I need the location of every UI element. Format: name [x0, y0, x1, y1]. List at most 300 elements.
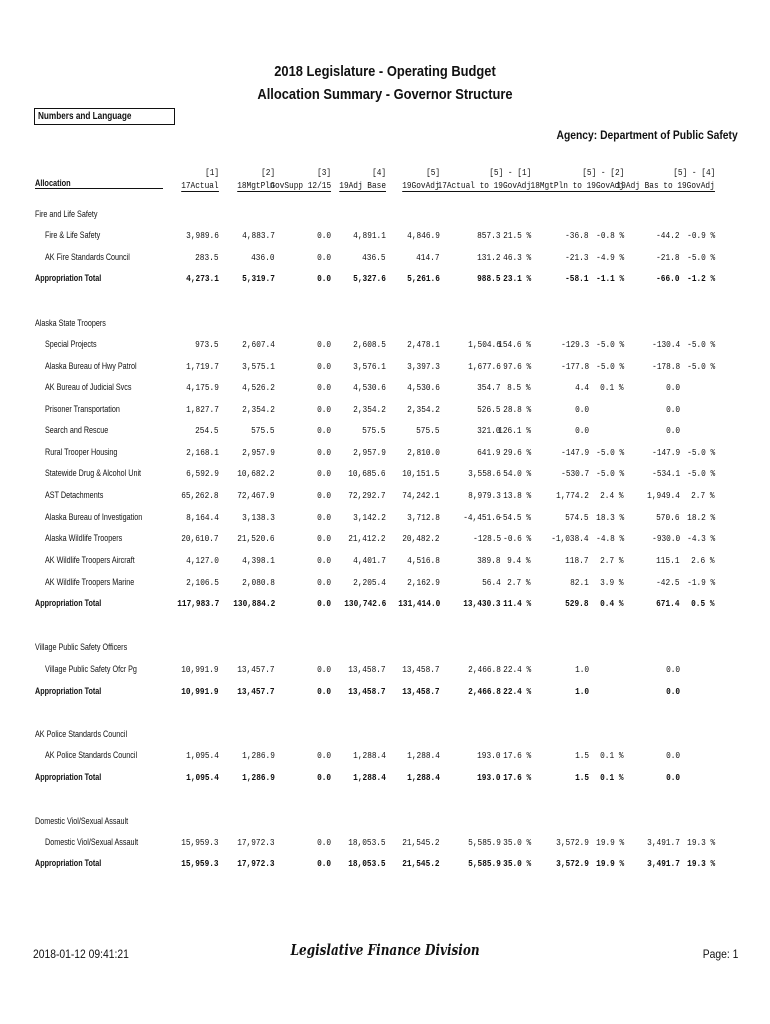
- row-label: Domestic Viol/Sexual Assault: [35, 816, 129, 826]
- footer-division: Legislative Finance Division: [290, 941, 480, 959]
- cell-value: -5.0 %: [595, 468, 624, 479]
- cell-value: 436.5: [362, 252, 386, 263]
- cell-value: 4,526.2: [242, 382, 275, 393]
- cell-value: -4,451.6: [463, 512, 501, 523]
- cell-value: -36.8: [565, 230, 589, 241]
- footer-page-number: Page: 1: [702, 947, 738, 961]
- cell-value: 3,397.3: [407, 361, 440, 372]
- cell-value: 21.5 %: [502, 230, 531, 241]
- cell-value: -534.1: [651, 468, 680, 479]
- cell-value: 10,682.2: [237, 468, 275, 479]
- cell-value: 3,989.6: [186, 230, 219, 241]
- cell-value: -129.3: [560, 339, 589, 350]
- table-row: [0, 577, 770, 591]
- cell-value: 2,478.1: [407, 339, 440, 350]
- cell-value: -58.1: [565, 273, 589, 284]
- row-label: Village Public Safety Officers: [35, 642, 128, 652]
- cell-value: 4,530.6: [407, 382, 440, 393]
- cell-value: 2,354.2: [407, 404, 440, 415]
- cell-value: 8,164.4: [186, 512, 219, 523]
- cell-value: 97.6 %: [502, 361, 531, 372]
- cell-value: 23.1 %: [502, 273, 531, 284]
- cell-value: -1.9 %: [686, 577, 715, 588]
- cell-value: -530.7: [560, 468, 589, 479]
- cell-value: 154.6 %: [498, 339, 531, 350]
- cell-value: 126.1 %: [498, 425, 531, 436]
- cell-value: 1,288.4: [353, 750, 386, 761]
- cell-value: -130.4: [651, 339, 680, 350]
- cell-value: 1,677.6: [468, 361, 501, 372]
- cell-value: 2.4 %: [600, 490, 624, 501]
- cell-value: 0.0: [665, 686, 680, 697]
- cell-value: 0.1 %: [600, 772, 624, 783]
- cell-value: -4.9 %: [595, 252, 624, 263]
- total-row: [0, 772, 770, 786]
- cell-value: 0.0: [316, 837, 331, 848]
- cell-value: -0.8 %: [595, 230, 624, 241]
- row-label: Rural Trooper Housing: [45, 447, 118, 457]
- cell-value: 3.9 %: [600, 577, 624, 588]
- cell-value: 17,972.3: [237, 858, 275, 869]
- cell-value: 1,286.9: [242, 772, 275, 783]
- cell-value: 131.2: [477, 252, 501, 263]
- cell-value: 1,288.4: [353, 772, 386, 783]
- table-row: [0, 252, 770, 266]
- cell-value: 283.5: [195, 252, 219, 263]
- cell-value: 3,575.1: [242, 361, 275, 372]
- cell-value: 354.7: [477, 382, 501, 393]
- cell-value: 2.7 %: [691, 490, 715, 501]
- cell-value: 0.0: [316, 361, 331, 372]
- cell-value: 5,261.6: [407, 273, 440, 284]
- agency-label: Agency: Department of Public Safety: [556, 128, 738, 142]
- row-label: Appropriation Total: [35, 772, 102, 782]
- cell-value: -128.5: [472, 533, 501, 544]
- cell-value: 4,175.9: [186, 382, 219, 393]
- column-header-index: [2]: [260, 167, 275, 178]
- row-label: AK Police Standards Council: [45, 750, 138, 760]
- cell-value: -178.8: [651, 361, 680, 372]
- row-label: Special Projects: [45, 339, 97, 349]
- cell-value: 19.3 %: [686, 837, 715, 848]
- cell-value: 20,482.2: [402, 533, 440, 544]
- row-label: Alaska Bureau of Investigation: [45, 512, 143, 522]
- column-header-name: 17Actual: [181, 180, 219, 191]
- cell-value: 193.0: [477, 772, 501, 783]
- cell-value: 130,742.6: [343, 598, 386, 609]
- cell-value: 0.5 %: [691, 598, 715, 609]
- cell-value: -44.2: [656, 230, 680, 241]
- cell-value: 13,430.3: [463, 598, 501, 609]
- cell-value: 29.6 %: [502, 447, 531, 458]
- cell-value: 21,520.6: [237, 533, 275, 544]
- total-row: [0, 686, 770, 700]
- cell-value: 13,458.7: [402, 686, 440, 697]
- cell-value: 115.1: [656, 555, 680, 566]
- row-label: Domestic Viol/Sexual Assault: [45, 837, 139, 847]
- cell-value: 2,205.4: [353, 577, 386, 588]
- cell-value: 1,288.4: [407, 750, 440, 761]
- cell-value: 0.0: [316, 252, 331, 263]
- cell-value: 118.7: [565, 555, 589, 566]
- cell-value: 17,972.3: [237, 837, 275, 848]
- cell-value: 3,142.2: [353, 512, 386, 523]
- cell-value: 35.0 %: [502, 858, 531, 869]
- cell-value: 0.0: [316, 404, 331, 415]
- cell-value: 2,957.9: [242, 447, 275, 458]
- cell-value: 1,095.4: [186, 772, 219, 783]
- cell-value: 0.1 %: [600, 382, 624, 393]
- cell-value: -147.9: [651, 447, 680, 458]
- cell-value: -930.0: [651, 533, 680, 544]
- table-row: [0, 468, 770, 482]
- table-row: [0, 512, 770, 526]
- row-label: Appropriation Total: [35, 273, 102, 283]
- cell-value: 6,592.9: [186, 468, 219, 479]
- cell-value: 1.5: [574, 750, 589, 761]
- cell-value: 17.6 %: [502, 750, 531, 761]
- cell-value: 10,151.5: [402, 468, 440, 479]
- cell-value: 82.1: [570, 577, 589, 588]
- column-header-name: 19GovAdj: [402, 180, 440, 191]
- cell-value: -1.2 %: [686, 273, 715, 284]
- cell-value: 5,327.6: [353, 273, 386, 284]
- cell-value: -5.0 %: [595, 447, 624, 458]
- row-label: Fire & Life Safety: [45, 230, 101, 240]
- cell-value: 414.7: [416, 252, 440, 263]
- cell-value: 0.0: [665, 664, 680, 675]
- cell-value: 0.0: [316, 664, 331, 675]
- cell-value: 0.0: [316, 382, 331, 393]
- cell-value: 973.5: [195, 339, 219, 350]
- cell-value: 17.6 %: [502, 772, 531, 783]
- cell-value: -5.0 %: [686, 339, 715, 350]
- table-row: [0, 230, 770, 244]
- section-header: [0, 816, 770, 830]
- section-header: [0, 318, 770, 332]
- row-label: Search and Rescue: [45, 425, 109, 435]
- cell-value: 389.8: [477, 555, 501, 566]
- column-header-index: [3]: [316, 167, 331, 178]
- cell-value: 1.0: [574, 664, 589, 675]
- row-label: AST Detachments: [45, 490, 104, 500]
- cell-value: 0.0: [316, 339, 331, 350]
- table-row: [0, 750, 770, 764]
- cell-value: 10,685.6: [348, 468, 386, 479]
- cell-value: 2,607.4: [242, 339, 275, 350]
- cell-value: 0.0: [316, 577, 331, 588]
- cell-value: -5.0 %: [595, 361, 624, 372]
- cell-value: 2,080.8: [242, 577, 275, 588]
- cell-value: 1,504.6: [468, 339, 501, 350]
- cell-value: 2,354.2: [242, 404, 275, 415]
- cell-value: 0.0: [574, 404, 589, 415]
- cell-value: 4,398.1: [242, 555, 275, 566]
- cell-value: 2,608.5: [353, 339, 386, 350]
- cell-value: 4,530.6: [353, 382, 386, 393]
- row-label: AK Bureau of Judicial Svcs: [45, 382, 132, 392]
- cell-value: 28.8 %: [502, 404, 531, 415]
- cell-value: 18,053.5: [348, 858, 386, 869]
- cell-value: 0.0: [316, 598, 331, 609]
- cell-value: 321.0: [477, 425, 501, 436]
- cell-value: 0.0: [665, 404, 680, 415]
- column-header-index: [5] - [1]: [488, 167, 531, 178]
- table-row: [0, 447, 770, 461]
- table-row: [0, 533, 770, 547]
- cell-value: 0.0: [316, 230, 331, 241]
- cell-value: 0.0: [316, 750, 331, 761]
- section-header: [0, 729, 770, 743]
- row-label: Appropriation Total: [35, 686, 102, 696]
- row-label: Appropriation Total: [35, 858, 102, 868]
- cell-value: -4.3 %: [686, 533, 715, 544]
- cell-value: 22.4 %: [502, 664, 531, 675]
- total-row: [0, 273, 770, 287]
- cell-value: 0.0: [316, 686, 331, 697]
- cell-value: 18,053.5: [348, 837, 386, 848]
- row-label: AK Wildlife Troopers Aircraft: [45, 555, 135, 565]
- row-label: Fire and Life Safety: [35, 209, 98, 219]
- row-label: AK Fire Standards Council: [45, 252, 130, 262]
- cell-value: 671.4: [656, 598, 680, 609]
- cell-value: 2.7 %: [507, 577, 531, 588]
- cell-value: 1,827.7: [186, 404, 219, 415]
- cell-value: 0.0: [316, 490, 331, 501]
- cell-value: 15,959.3: [181, 858, 219, 869]
- cell-value: 0.0: [665, 772, 680, 783]
- cell-value: 526.5: [477, 404, 501, 415]
- column-header-name: GovSupp 12/15: [270, 180, 331, 191]
- cell-value: 570.6: [656, 512, 680, 523]
- row-label: Alaska Wildlife Troopers: [45, 533, 123, 543]
- cell-value: 529.8: [565, 598, 589, 609]
- table-row: [0, 361, 770, 375]
- cell-value: -21.8: [656, 252, 680, 263]
- cell-value: 18.3 %: [595, 512, 624, 523]
- cell-value: 1,095.4: [186, 750, 219, 761]
- cell-value: 4,846.9: [407, 230, 440, 241]
- cell-value: 3,138.3: [242, 512, 275, 523]
- cell-value: 4,891.1: [353, 230, 386, 241]
- cell-value: 35.0 %: [502, 837, 531, 848]
- table-row: [0, 404, 770, 418]
- cell-value: -0.6 %: [502, 533, 531, 544]
- cell-value: 4,883.7: [242, 230, 275, 241]
- cell-value: 2.7 %: [600, 555, 624, 566]
- cell-value: 13,458.7: [348, 686, 386, 697]
- cell-value: 0.4 %: [600, 598, 624, 609]
- cell-value: 857.3: [477, 230, 501, 241]
- column-header-index: [4]: [371, 167, 386, 178]
- row-label: Alaska State Troopers: [35, 318, 106, 328]
- cell-value: 1,286.9: [242, 750, 275, 761]
- cell-value: 574.5: [565, 512, 589, 523]
- numbers-and-language-box: [34, 108, 175, 125]
- cell-value: 3,572.9: [556, 858, 589, 869]
- cell-value: -5.0 %: [686, 468, 715, 479]
- cell-value: 20,610.7: [181, 533, 219, 544]
- cell-value: 254.5: [195, 425, 219, 436]
- cell-value: 436.0: [251, 252, 275, 263]
- cell-value: 2,162.9: [407, 577, 440, 588]
- cell-value: -42.5: [656, 577, 680, 588]
- cell-value: -5.0 %: [686, 361, 715, 372]
- cell-value: 9.4 %: [507, 555, 531, 566]
- cell-value: 10,991.9: [181, 664, 219, 675]
- cell-value: -21.3: [565, 252, 589, 263]
- cell-value: -66.0: [656, 273, 680, 284]
- cell-value: 13,457.7: [237, 686, 275, 697]
- cell-value: 0.0: [665, 750, 680, 761]
- allocation-column-header: Allocation: [35, 178, 163, 189]
- cell-value: 13.8 %: [502, 490, 531, 501]
- row-label: Statewide Drug & Alcohol Unit: [45, 468, 142, 478]
- column-header-index: [5]: [425, 167, 440, 178]
- box-label: Numbers and Language: [38, 111, 132, 122]
- section-header: [0, 642, 770, 656]
- cell-value: 1,719.7: [186, 361, 219, 372]
- cell-value: -5.0 %: [686, 447, 715, 458]
- cell-value: 2,957.9: [353, 447, 386, 458]
- cell-value: 72,467.9: [237, 490, 275, 501]
- column-header-name: 18MgtPln to 19GovAdj: [530, 180, 624, 191]
- cell-value: 4.4: [574, 382, 589, 393]
- total-row: [0, 598, 770, 612]
- cell-value: 0.0: [665, 425, 680, 436]
- cell-value: 0.1 %: [600, 750, 624, 761]
- cell-value: 8,979.3: [468, 490, 501, 501]
- cell-value: 5,585.9: [468, 858, 501, 869]
- cell-value: 131,414.0: [397, 598, 440, 609]
- row-label: Prisoner Transportation: [45, 404, 120, 414]
- cell-value: 0.0: [316, 512, 331, 523]
- cell-value: 0.0: [316, 858, 331, 869]
- cell-value: 21,545.2: [402, 858, 440, 869]
- column-header-name: 19Adj Bas to 19GovAdj: [616, 180, 715, 191]
- cell-value: 21,412.2: [348, 533, 386, 544]
- column-header-index: [5] - [2]: [581, 167, 624, 178]
- cell-value: 4,516.8: [407, 555, 440, 566]
- cell-value: 3,712.8: [407, 512, 440, 523]
- cell-value: 0.0: [316, 468, 331, 479]
- cell-value: 19.9 %: [595, 837, 624, 848]
- column-header-name: 17Actual to 19GovAdj: [437, 180, 531, 191]
- cell-value: 21,545.2: [402, 837, 440, 848]
- report-title: 2018 Legislature - Operating Budget: [274, 63, 496, 80]
- cell-value: -147.9: [560, 447, 589, 458]
- cell-value: -0.9 %: [686, 230, 715, 241]
- cell-value: 117,983.7: [176, 598, 219, 609]
- cell-value: 2,810.0: [407, 447, 440, 458]
- cell-value: 130,884.2: [232, 598, 275, 609]
- cell-value: 4,401.7: [353, 555, 386, 566]
- table-row: [0, 490, 770, 504]
- cell-value: 0.0: [665, 382, 680, 393]
- cell-value: 641.9: [477, 447, 501, 458]
- cell-value: -4.8 %: [595, 533, 624, 544]
- total-row: [0, 858, 770, 872]
- cell-value: 13,458.7: [348, 664, 386, 675]
- column-header-name: 19Adj Base: [339, 180, 386, 191]
- cell-value: 4,127.0: [186, 555, 219, 566]
- table-row: [0, 555, 770, 569]
- cell-value: 0.0: [316, 273, 331, 284]
- cell-value: 2,466.8: [468, 686, 501, 697]
- cell-value: 54.0 %: [502, 468, 531, 479]
- cell-value: 13,457.7: [237, 664, 275, 675]
- cell-value: 575.5: [416, 425, 440, 436]
- cell-value: -1,038.4: [551, 533, 589, 544]
- column-header-index: [1]: [204, 167, 219, 178]
- cell-value: 1.0: [574, 686, 589, 697]
- cell-value: 3,491.7: [647, 858, 680, 869]
- table-row: [0, 425, 770, 439]
- table-row: [0, 664, 770, 678]
- cell-value: 2,466.8: [468, 664, 501, 675]
- cell-value: 15,959.3: [181, 837, 219, 848]
- cell-value: 18.2 %: [686, 512, 715, 523]
- cell-value: 3,576.1: [353, 361, 386, 372]
- cell-value: 72,292.7: [348, 490, 386, 501]
- cell-value: 988.5: [477, 273, 501, 284]
- report-subtitle: Allocation Summary - Governor Structure: [257, 86, 513, 103]
- cell-value: 0.0: [316, 533, 331, 544]
- cell-value: 0.0: [316, 447, 331, 458]
- cell-value: 65,262.8: [181, 490, 219, 501]
- cell-value: 22.4 %: [502, 686, 531, 697]
- footer-timestamp: 2018-01-12 09:41:21: [33, 947, 129, 961]
- table-row: [0, 837, 770, 851]
- cell-value: 1,288.4: [407, 772, 440, 783]
- cell-value: -1.1 %: [595, 273, 624, 284]
- row-label: Appropriation Total: [35, 598, 102, 608]
- cell-value: 19.3 %: [686, 858, 715, 869]
- cell-value: 3,558.6: [468, 468, 501, 479]
- cell-value: -5.0 %: [686, 252, 715, 263]
- cell-value: 10,991.9: [181, 686, 219, 697]
- cell-value: 4,273.1: [186, 273, 219, 284]
- cell-value: 0.0: [316, 555, 331, 566]
- cell-value: 3,491.7: [647, 837, 680, 848]
- column-header-index: [5] - [4]: [672, 167, 715, 178]
- cell-value: 0.0: [316, 772, 331, 783]
- cell-value: 5,585.9: [468, 837, 501, 848]
- cell-value: 13,458.7: [402, 664, 440, 675]
- cell-value: 1.5: [574, 772, 589, 783]
- cell-value: -5.0 %: [595, 339, 624, 350]
- cell-value: 2,106.5: [186, 577, 219, 588]
- cell-value: 575.5: [251, 425, 275, 436]
- cell-value: 19.9 %: [595, 858, 624, 869]
- cell-value: -54.5 %: [498, 512, 531, 523]
- cell-value: 2.6 %: [691, 555, 715, 566]
- cell-value: 8.5 %: [507, 382, 531, 393]
- row-label: Village Public Safety Ofcr Pg: [45, 664, 137, 674]
- cell-value: 2,168.1: [186, 447, 219, 458]
- table-row: [0, 382, 770, 396]
- cell-value: 575.5: [362, 425, 386, 436]
- cell-value: 56.4: [482, 577, 501, 588]
- cell-value: 0.0: [316, 425, 331, 436]
- cell-value: 46.3 %: [502, 252, 531, 263]
- table-row: [0, 339, 770, 353]
- cell-value: 3,572.9: [556, 837, 589, 848]
- cell-value: 11.4 %: [502, 598, 531, 609]
- cell-value: -177.8: [560, 361, 589, 372]
- cell-value: 193.0: [477, 750, 501, 761]
- cell-value: 2,354.2: [353, 404, 386, 415]
